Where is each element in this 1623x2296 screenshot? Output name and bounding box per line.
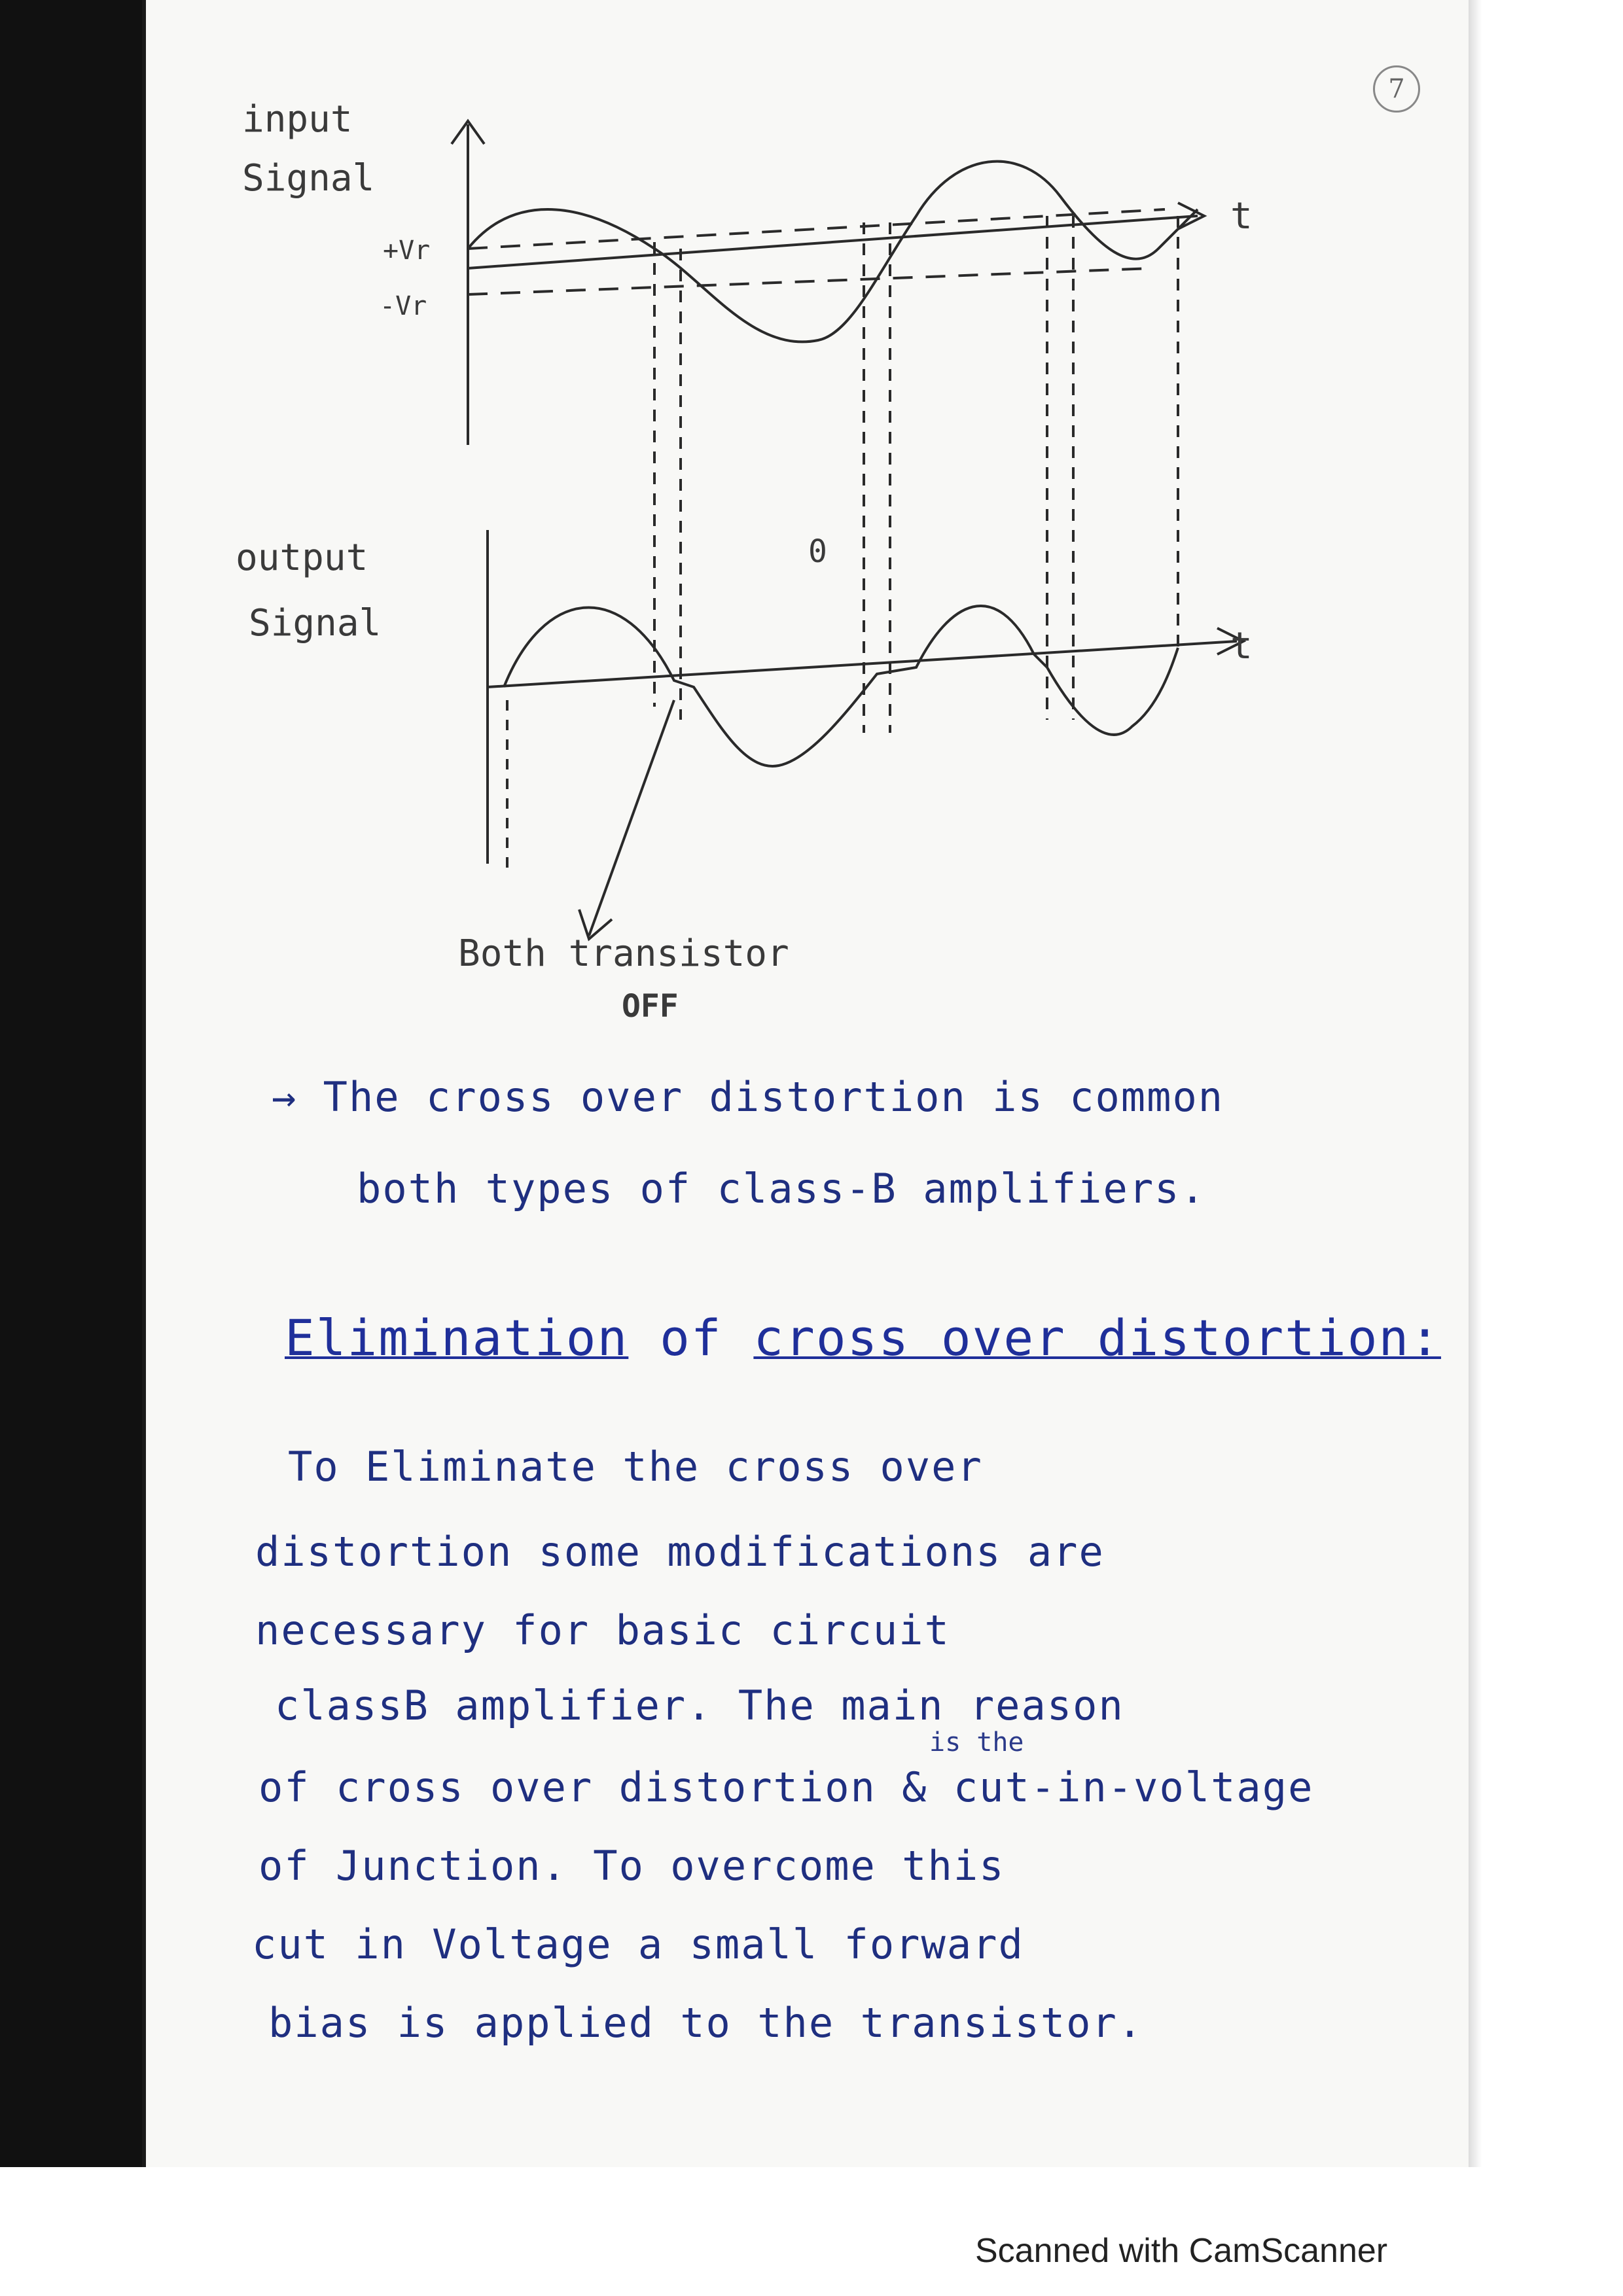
paragraph-insert-isthe: is the <box>929 1727 1024 1757</box>
heading-word-of: of <box>660 1309 722 1367</box>
paragraph-line-2: distortion some modifications are <box>255 1528 1105 1576</box>
output-label: output <box>236 537 368 579</box>
dead-zone-pointer <box>589 700 674 936</box>
off-label: OFF <box>622 988 679 1025</box>
threshold-minus-vr <box>468 268 1152 294</box>
output-time-label: t <box>1230 625 1253 667</box>
text-line-1: → The cross over distortion is common <box>272 1073 1224 1121</box>
output-label-line2: Signal <box>249 602 382 645</box>
heading-words-crossover: cross over distortion: <box>753 1309 1442 1367</box>
input-time-label: t <box>1230 195 1253 238</box>
minus-vr-label: -Vr <box>380 291 427 321</box>
text-line-2: both types of class-B amplifiers. <box>357 1165 1206 1212</box>
paragraph-line-1: To Eliminate the cross over <box>288 1443 983 1491</box>
plus-vr-label: +Vr <box>383 236 431 266</box>
output-waveform <box>504 606 1178 766</box>
page-number: 7 <box>1373 65 1420 113</box>
paragraph-line-8: bias is applied to the transistor. <box>268 1999 1144 2047</box>
input-sine-wave <box>468 162 1198 342</box>
paragraph-line-3: necessary for basic circuit <box>255 1606 950 1654</box>
output-x-axis <box>488 641 1237 687</box>
camscanner-footer: Scanned with CamScanner <box>975 2232 1388 2270</box>
paragraph-line-7: cut in Voltage a small forward <box>252 1920 1024 1968</box>
heading-word-elimination: Elimination <box>285 1309 629 1367</box>
both-transistor-label: Both transistor <box>458 932 789 975</box>
zero-label: 0 <box>808 533 827 570</box>
paragraph-line-5: of cross over distortion & cut-in-voltage <box>259 1763 1314 1811</box>
paragraph-line-4: classB amplifier. The main reason <box>275 1682 1124 1729</box>
section-heading <box>285 1309 1441 1367</box>
input-label: input <box>242 98 353 141</box>
paragraph-line-6: of Junction. To overcome this <box>259 1842 1005 1890</box>
input-label-line2: Signal <box>242 157 375 200</box>
